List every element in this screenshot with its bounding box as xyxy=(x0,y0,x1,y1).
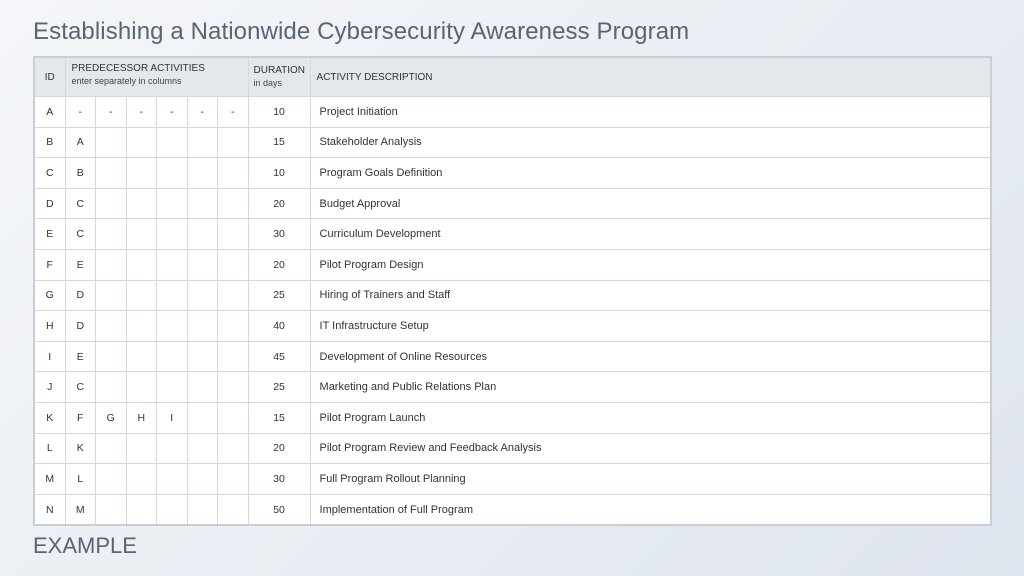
predecessor-cell[interactable] xyxy=(187,158,218,189)
predecessor-cell[interactable] xyxy=(187,402,218,433)
predecessor-cell[interactable] xyxy=(218,127,249,158)
activity-id-cell[interactable]: I xyxy=(34,341,65,372)
activity-table xyxy=(33,56,992,526)
activity-description-cell[interactable]: Budget Approval xyxy=(310,188,991,219)
predecessor-cell[interactable]: - xyxy=(187,97,218,128)
duration-cell[interactable]: 45 xyxy=(248,341,310,372)
predecessor-cell[interactable] xyxy=(218,249,249,280)
duration-cell[interactable]: 40 xyxy=(248,311,310,342)
activity-id-cell[interactable]: G xyxy=(34,280,65,311)
duration-cell[interactable]: 30 xyxy=(248,219,310,250)
predecessor-cell[interactable] xyxy=(187,249,218,280)
predecessor-cell[interactable] xyxy=(96,280,127,311)
header-id: ID xyxy=(34,57,65,97)
table-row xyxy=(34,372,991,403)
predecessor-cell[interactable]: - xyxy=(65,97,96,128)
predecessor-cell[interactable] xyxy=(126,311,157,342)
activity-id-cell[interactable]: F xyxy=(34,249,65,280)
predecessor-cell[interactable] xyxy=(218,433,249,464)
predecessor-cell[interactable]: C xyxy=(65,372,96,403)
predecessor-cell[interactable] xyxy=(157,219,188,250)
activity-description-cell[interactable]: Hiring of Trainers and Staff xyxy=(310,280,991,311)
predecessor-cell[interactable] xyxy=(126,127,157,158)
predecessor-cell[interactable] xyxy=(157,127,188,158)
duration-cell[interactable]: 20 xyxy=(248,249,310,280)
activity-id-cell[interactable]: H xyxy=(34,311,65,342)
table-row xyxy=(34,311,991,342)
predecessor-cell[interactable]: - xyxy=(126,97,157,128)
header-duration-sublabel: in days xyxy=(253,78,283,88)
predecessor-cell[interactable]: B xyxy=(65,158,96,189)
duration-cell[interactable]: 20 xyxy=(248,188,310,219)
header-activity-description: ACTIVITY DESCRIPTION xyxy=(310,57,991,97)
table-row xyxy=(34,249,991,280)
activity-id-cell[interactable]: D xyxy=(34,188,65,219)
predecessor-cell[interactable] xyxy=(187,372,218,403)
header-predecessor-label: PREDECESSOR ACTIVITIES xyxy=(71,63,205,74)
predecessor-cell[interactable] xyxy=(218,280,249,311)
table-row xyxy=(34,494,991,525)
duration-cell[interactable]: 20 xyxy=(248,433,310,464)
table-row xyxy=(34,402,991,433)
predecessor-cell[interactable]: C xyxy=(65,219,96,250)
activity-description-cell[interactable]: Curriculum Development xyxy=(310,219,991,250)
predecessor-cell[interactable] xyxy=(126,188,157,219)
predecessor-cell[interactable] xyxy=(187,494,218,525)
predecessor-cell[interactable]: M xyxy=(65,494,96,525)
activity-description-cell[interactable]: Full Program Rollout Planning xyxy=(310,464,991,495)
predecessor-cell[interactable] xyxy=(218,219,249,250)
predecessor-cell[interactable]: I xyxy=(157,402,188,433)
predecessor-cell[interactable] xyxy=(126,280,157,311)
table-row xyxy=(34,219,991,250)
activity-id-cell[interactable]: L xyxy=(34,433,65,464)
predecessor-cell[interactable] xyxy=(126,494,157,525)
activity-id-cell[interactable]: E xyxy=(34,219,65,250)
header-predecessor-activities xyxy=(65,57,248,97)
table-row xyxy=(34,158,991,189)
predecessor-cell[interactable] xyxy=(126,464,157,495)
activity-description-cell[interactable]: IT Infrastructure Setup xyxy=(310,311,991,342)
predecessor-cell[interactable] xyxy=(187,280,218,311)
predecessor-cell[interactable] xyxy=(218,494,249,525)
activity-description-cell[interactable]: Pilot Program Design xyxy=(310,249,991,280)
example-label: EXAMPLE xyxy=(33,533,137,558)
predecessor-cell[interactable]: H xyxy=(126,402,157,433)
predecessor-cell[interactable] xyxy=(187,188,218,219)
predecessor-cell[interactable]: D xyxy=(65,280,96,311)
duration-cell[interactable]: 15 xyxy=(248,402,310,433)
activity-id-cell[interactable]: N xyxy=(34,494,65,525)
predecessor-cell[interactable] xyxy=(96,341,127,372)
table-row xyxy=(34,97,991,128)
table-row xyxy=(34,341,991,372)
header-duration-label: DURATION xyxy=(253,65,306,76)
predecessor-cell[interactable]: - xyxy=(96,97,127,128)
activity-description-cell[interactable]: Implementation of Full Program xyxy=(310,494,991,525)
predecessor-cell[interactable] xyxy=(96,158,127,189)
predecessor-cell[interactable] xyxy=(218,188,249,219)
predecessor-cell[interactable]: C xyxy=(65,188,96,219)
predecessor-cell[interactable]: F xyxy=(65,402,96,433)
predecessor-cell[interactable] xyxy=(157,464,188,495)
duration-cell[interactable]: 10 xyxy=(248,97,310,128)
predecessor-cell[interactable] xyxy=(218,464,249,495)
predecessor-cell[interactable] xyxy=(157,311,188,342)
predecessor-cell[interactable]: D xyxy=(65,311,96,342)
predecessor-cell[interactable] xyxy=(157,341,188,372)
activity-id-cell[interactable]: A xyxy=(34,97,65,128)
predecessor-cell[interactable] xyxy=(218,372,249,403)
duration-cell[interactable]: 50 xyxy=(248,494,310,525)
activity-description-cell[interactable]: Development of Online Resources xyxy=(310,341,991,372)
activity-id-cell[interactable]: K xyxy=(34,402,65,433)
predecessor-cell[interactable] xyxy=(218,341,249,372)
predecessor-cell[interactable] xyxy=(218,402,249,433)
predecessor-cell[interactable] xyxy=(218,311,249,342)
table-body xyxy=(34,97,991,526)
predecessor-cell[interactable] xyxy=(187,127,218,158)
predecessor-cell[interactable] xyxy=(187,433,218,464)
predecessor-cell[interactable] xyxy=(96,464,127,495)
predecessor-cell[interactable] xyxy=(157,249,188,280)
predecessor-cell[interactable] xyxy=(126,372,157,403)
predecessor-cell[interactable]: A xyxy=(65,127,96,158)
activity-id-cell[interactable]: B xyxy=(34,127,65,158)
predecessor-cell[interactable] xyxy=(96,127,127,158)
predecessor-cell[interactable] xyxy=(96,372,127,403)
table-row xyxy=(34,188,991,219)
predecessor-cell[interactable] xyxy=(187,311,218,342)
table-row xyxy=(34,280,991,311)
predecessor-cell[interactable] xyxy=(96,249,127,280)
predecessor-cell[interactable] xyxy=(96,433,127,464)
predecessor-cell[interactable] xyxy=(157,158,188,189)
predecessor-cell[interactable]: E xyxy=(65,249,96,280)
duration-cell[interactable]: 30 xyxy=(248,464,310,495)
predecessor-cell[interactable] xyxy=(157,433,188,464)
activity-id-cell[interactable]: C xyxy=(34,158,65,189)
header-predecessor-sublabel: enter separately in columns xyxy=(71,76,182,86)
table-row xyxy=(34,464,991,495)
predecessor-cell[interactable] xyxy=(157,280,188,311)
activity-description-cell[interactable]: Pilot Program Launch xyxy=(310,402,991,433)
activity-description-cell[interactable]: Stakeholder Analysis xyxy=(310,127,991,158)
header-duration xyxy=(248,57,310,97)
table-row xyxy=(34,433,991,464)
predecessor-cell[interactable] xyxy=(96,188,127,219)
predecessor-cell[interactable] xyxy=(187,464,218,495)
predecessor-cell[interactable] xyxy=(187,341,218,372)
predecessor-cell[interactable]: G xyxy=(96,402,127,433)
page-title: Establishing a Nationwide Cybersecurity Awareness Program xyxy=(33,18,690,45)
predecessor-cell[interactable]: K xyxy=(65,433,96,464)
predecessor-cell[interactable] xyxy=(96,311,127,342)
activity-id-cell[interactable]: M xyxy=(34,464,65,495)
activity-description-cell[interactable]: Marketing and Public Relations Plan xyxy=(310,372,991,403)
activity-description-cell[interactable]: Program Goals Definition xyxy=(310,158,991,189)
predecessor-cell[interactable] xyxy=(126,249,157,280)
table-row xyxy=(34,127,991,158)
predecessor-cell[interactable] xyxy=(218,158,249,189)
predecessor-cell[interactable] xyxy=(126,219,157,250)
predecessor-cell[interactable] xyxy=(126,341,157,372)
predecessor-cell[interactable] xyxy=(126,433,157,464)
table-header-row xyxy=(34,57,991,97)
predecessor-cell[interactable]: L xyxy=(65,464,96,495)
duration-cell[interactable]: 15 xyxy=(248,127,310,158)
activity-description-cell[interactable]: Pilot Program Review and Feedback Analysis xyxy=(310,433,991,464)
duration-cell[interactable]: 10 xyxy=(248,158,310,189)
predecessor-cell[interactable] xyxy=(157,372,188,403)
predecessor-cell[interactable]: E xyxy=(65,341,96,372)
activity-description-cell[interactable]: Project Initiation xyxy=(310,97,991,128)
activity-id-cell[interactable]: J xyxy=(34,372,65,403)
predecessor-cell[interactable] xyxy=(96,219,127,250)
predecessor-cell[interactable]: - xyxy=(157,97,188,128)
predecessor-cell[interactable] xyxy=(187,219,218,250)
predecessor-cell[interactable] xyxy=(157,188,188,219)
predecessor-cell[interactable]: - xyxy=(218,97,249,128)
duration-cell[interactable]: 25 xyxy=(248,372,310,403)
predecessor-cell[interactable] xyxy=(126,158,157,189)
predecessor-cell[interactable] xyxy=(157,494,188,525)
predecessor-cell[interactable] xyxy=(96,494,127,525)
duration-cell[interactable]: 25 xyxy=(248,280,310,311)
